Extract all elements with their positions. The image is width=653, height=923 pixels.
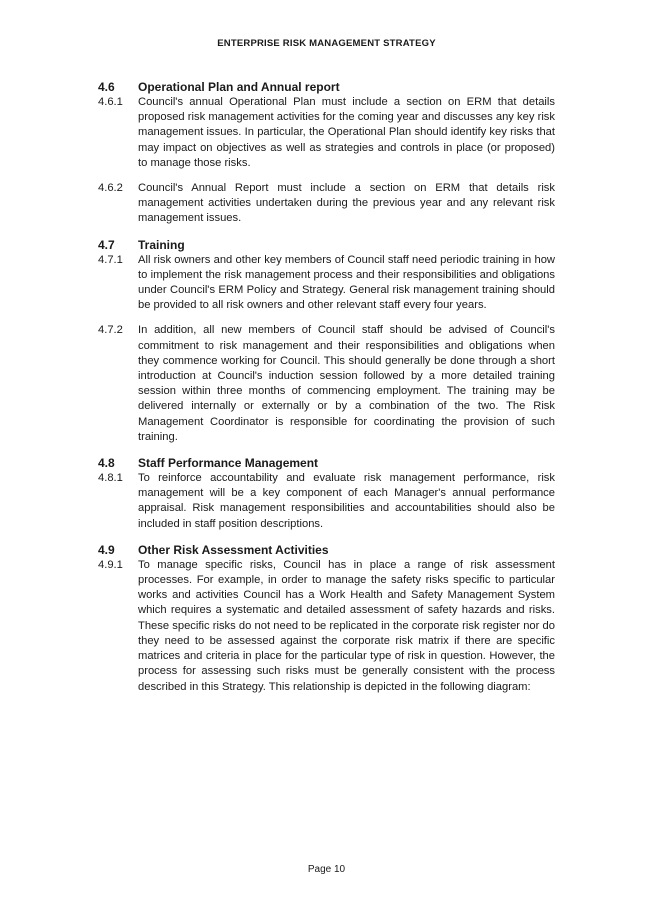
paragraph-text: Council's Annual Report must include a section on ERM that details risk management activities undertaken during the previous year and any relevant risk management issues. (138, 182, 555, 225)
paragraph-number: 4.7.1 (98, 253, 123, 266)
document-body (98, 79, 555, 695)
section-title: Other Risk Assessment Activities (138, 542, 329, 557)
section-title: Training (138, 237, 185, 252)
paragraph-4-6-1 (98, 95, 555, 171)
paragraph-4-9-1 (98, 558, 555, 695)
section-heading-4-8 (98, 455, 555, 471)
section-number: 4.9 (98, 542, 115, 557)
paragraph-number: 4.6.2 (98, 182, 123, 195)
paragraph-text: To manage specific risks, Council has in place a range of risk assessment processes. For example, in order to manage the safety risks specific to particular works and activities Council has a Work Health and Safety Management System which requires a systematic and detailed assessment of safety hazards and risks. These specific risks do not need to be replicated in the corporate risk register nor do they need to be assessed against the corporate risk matrix if there are specific matrices and criteria in place for the particular type of risk in question. However, the process for assessing such risks must be generally consistent with the process described in this Strategy. This relationship is depicted in the following diagram: (138, 558, 555, 693)
paragraph-text: In addition, all new members of Council staff should be advised of Council's commitment to risk management and their responsibilities and obligations when they commence working for Council. This should generally be done through a short introduction at Council's induction session followed by a more detailed training session within three months of commencing employment. The training may be delivered internally or externally or by a combination of the two. The Risk Management Coordinator is responsible for coordinating the provision of such training. (138, 324, 555, 443)
paragraph-4-6-2 (98, 181, 555, 227)
paragraph-text: All risk owners and other key members of Council staff need periodic training in how to implement the risk management process and their responsibilities and obligations under Council's ERM Policy and Strategy. General risk management training should be provided to all risk owners and other relevant staff every four years. (138, 253, 555, 312)
paragraph-text: To reinforce accountability and evaluate risk management performance, risk management will be a key component of each Manager's annual performance appraisal. Risk management responsibilities and accountabilities should also be included in staff position descriptions. (138, 472, 555, 530)
page-header: ENTERPRISE RISK MANAGEMENT STRATEGY (217, 38, 436, 49)
section-number: 4.6 (98, 80, 115, 94)
paragraph-4-7-2 (98, 323, 555, 445)
section-heading-4-7 (98, 237, 555, 253)
paragraph-4-8-1 (98, 471, 555, 532)
paragraph-number: 4.8.1 (98, 472, 123, 485)
paragraph-text: Council's annual Operational Plan must include a section on ERM that details proposed risk management activities for the coming year and discusses any key risk management issues. In particular, the Operational Plan should identify key risks that may impact on objectives as well as strategies and controls in place (or proposed) to manage those risks. (138, 96, 555, 169)
paragraph-4-7-1 (98, 253, 555, 314)
paragraph-number: 4.9.1 (98, 558, 123, 571)
section-title: Operational Plan and Annual report (138, 80, 340, 94)
section-heading-4-9 (98, 542, 555, 558)
paragraph-number: 4.6.1 (98, 96, 123, 108)
paragraph-number: 4.7.2 (98, 324, 123, 337)
section-number: 4.8 (98, 456, 115, 471)
page-number: Page 10 (307, 864, 346, 875)
section-heading-4-6 (98, 79, 555, 95)
section-title: Staff Performance Management (138, 456, 319, 471)
section-number: 4.7 (98, 237, 115, 252)
